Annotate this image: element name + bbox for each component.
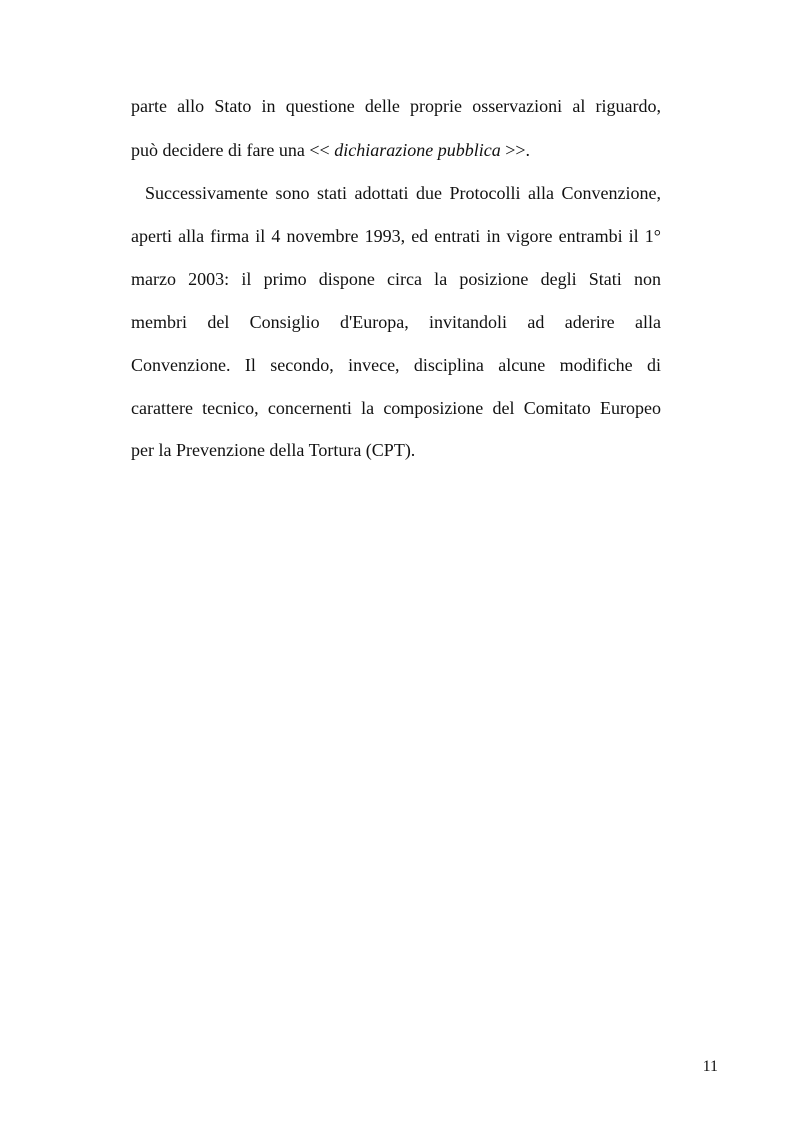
text-segment-prefix: può decidere di fare una << <box>131 140 335 160</box>
text-segment-suffix: >>. <box>500 140 531 160</box>
text-line-2 <box>131 139 661 161</box>
text-line-3: Successivamente sono stati adottati due Protocolli alla Convenzione, <box>145 183 661 203</box>
text-line-9: per la Prevenzione della Tortura (CPT). <box>131 440 416 460</box>
text-line-1: parte allo Stato in questione delle proprie osservazioni al riguardo, <box>131 96 661 116</box>
page-number: 11 <box>702 1058 718 1075</box>
text-segment-italic: dichiarazione pubblica <box>334 140 501 160</box>
text-line-8: carattere tecnico, concernenti la composizione del Comitato Europeo <box>131 398 661 418</box>
text-line-5: marzo 2003: il primo dispone circa la posizione degli Stati non <box>131 269 661 289</box>
text-line-4: aperti alla firma il 4 novembre 1993, ed entrati in vigore entrambi il 1° <box>131 226 661 246</box>
text-line-7: Convenzione. Il secondo, invece, disciplina alcune modifiche di <box>131 355 661 375</box>
text-line-6: membri del Consiglio d'Europa, invitandoli ad aderire alla <box>131 312 661 332</box>
